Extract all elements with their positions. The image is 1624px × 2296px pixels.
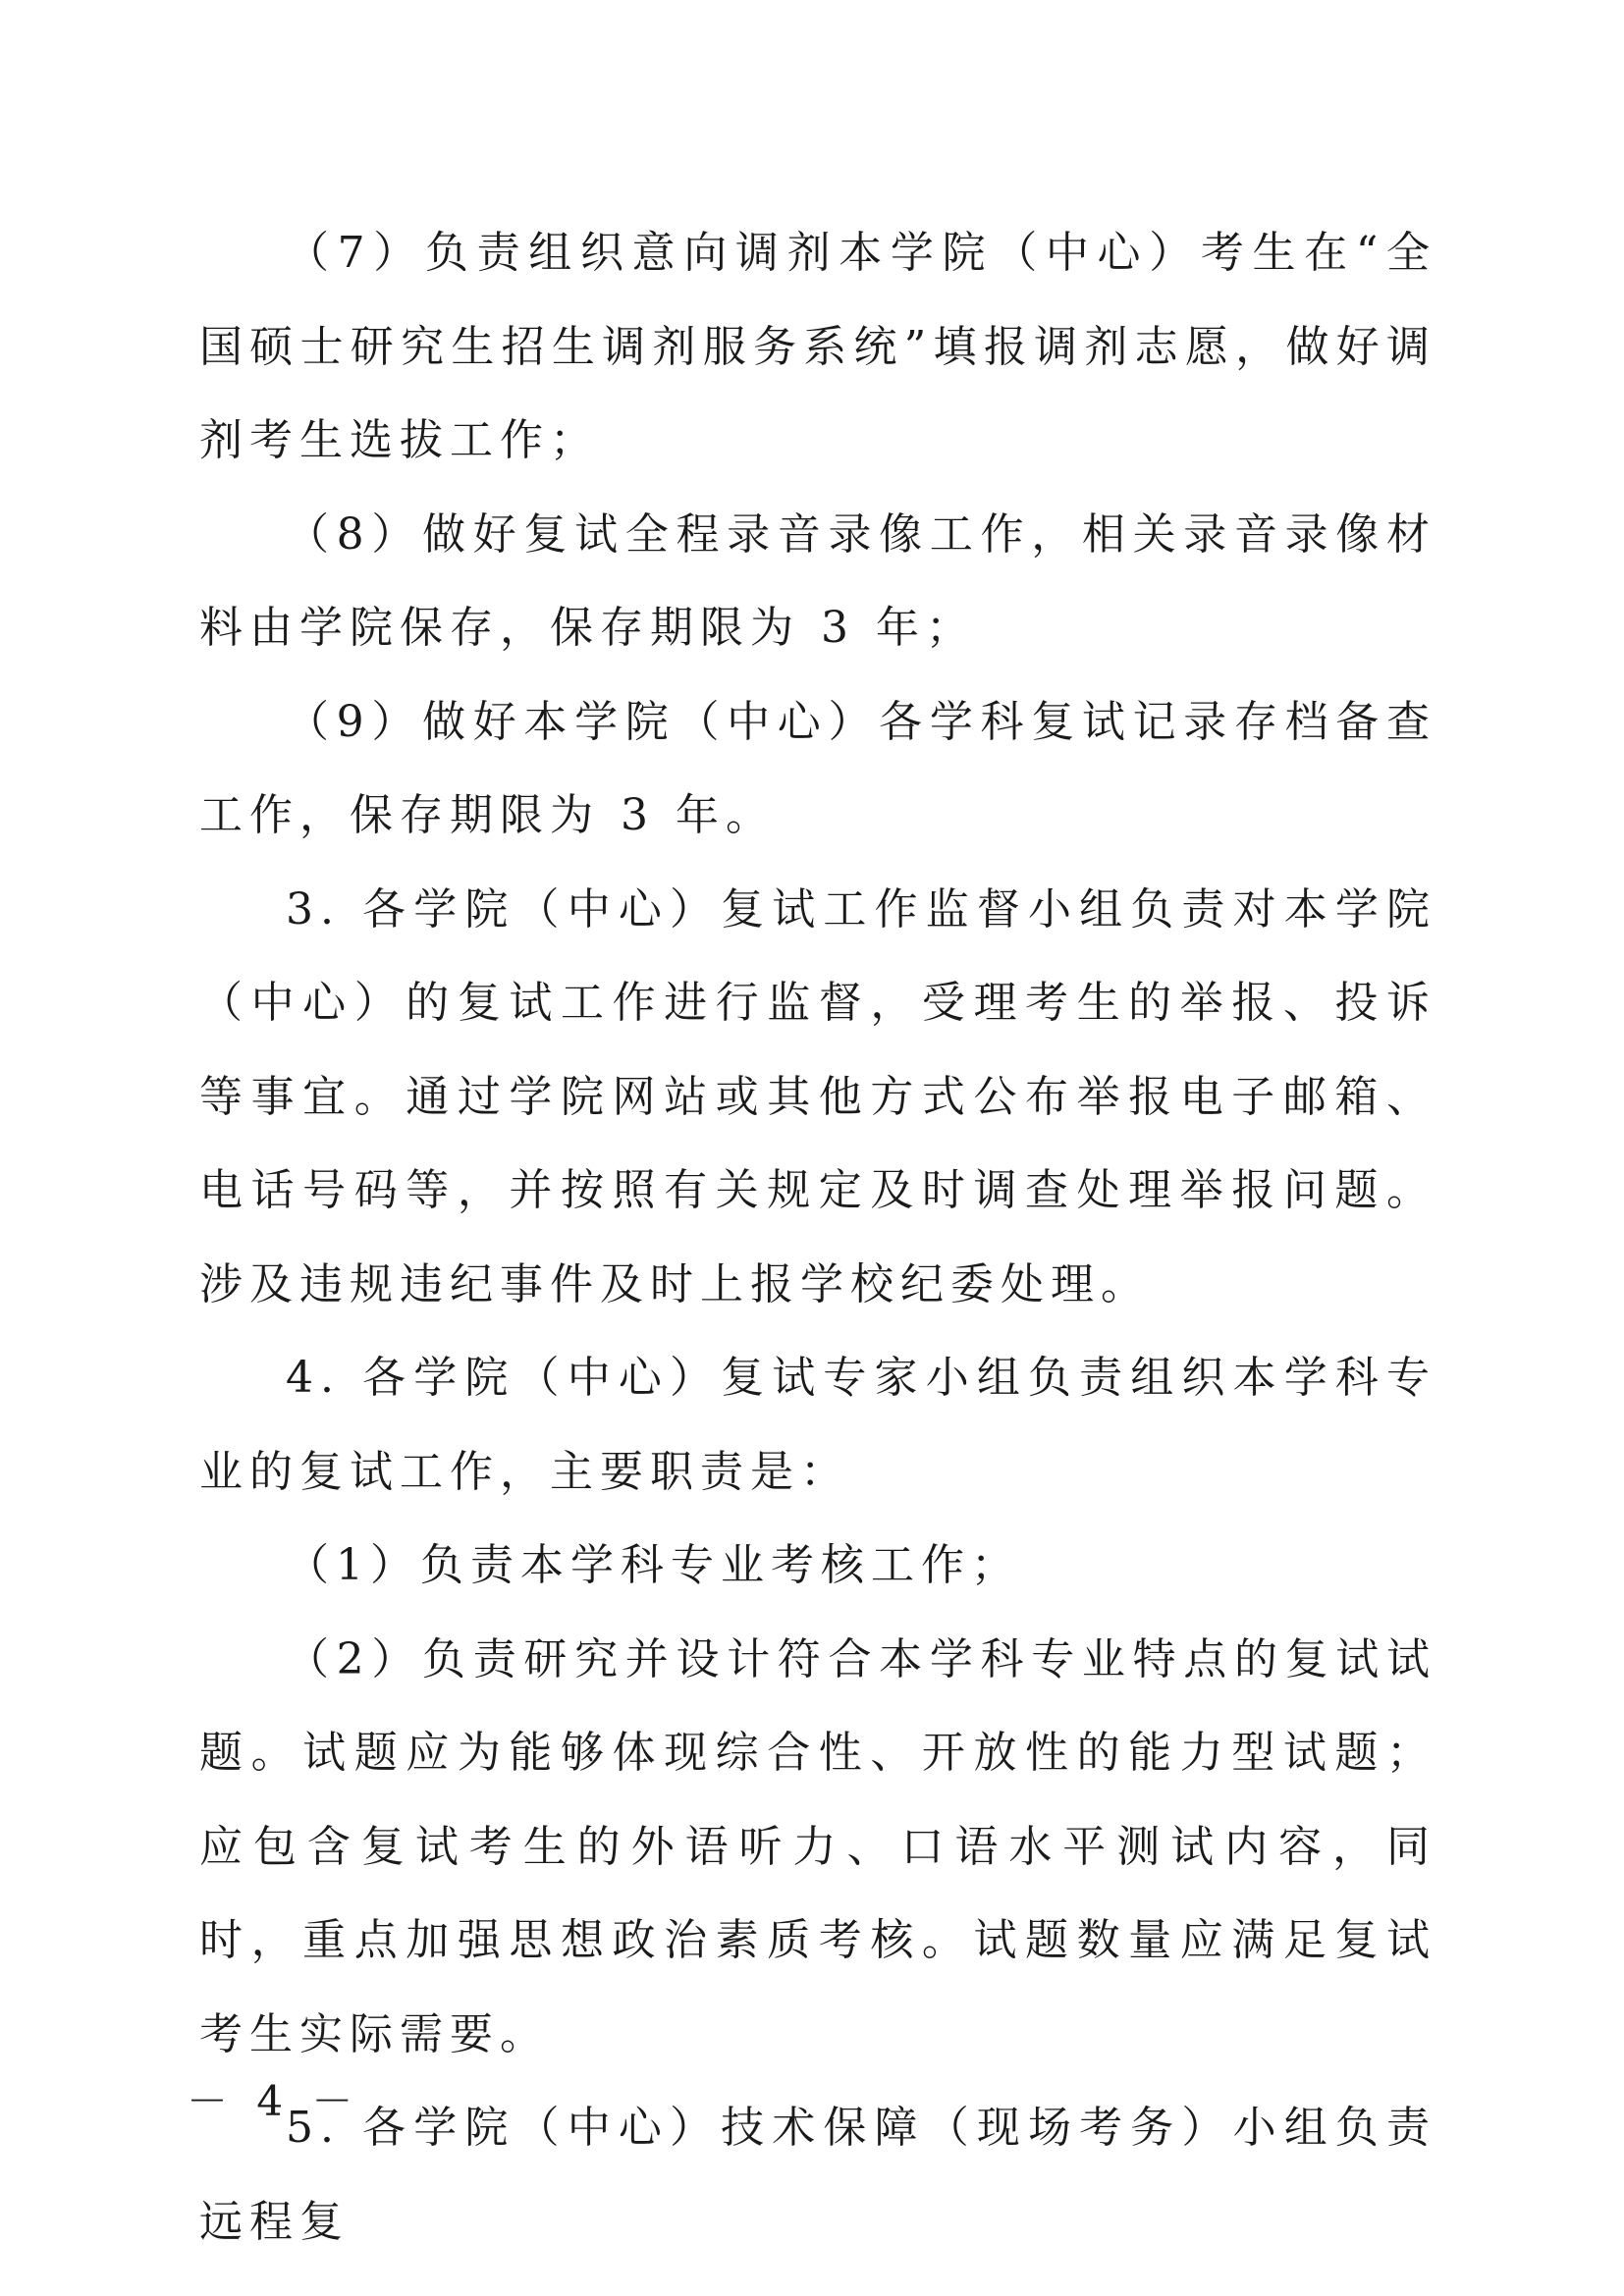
page-number: － 4 －: [187, 2077, 361, 2125]
paragraph-expert-duty-1: （1）负责本学科专业考核工作；: [286, 1540, 1021, 1590]
paragraph-3-supervision-group: 3. 各学院（中心）复试工作监督小组负责对本学院（中心）的复试工作进行监督，受理考生的举报、投诉等事宜。通过学院网站或其他方式公布举报电子邮箱、电话号码等，并按照有关规定及时调查处理举报问题。涉及违规违纪事件及时上报学校纪委处理。: [199, 883, 1436, 1309]
document-body: [199, 206, 1436, 2269]
paragraph-8-recording-duties: （8）做好复试全程录音录像工作，相关录音录像材料由学院保存，保存期限为 3 年；: [199, 508, 1436, 653]
paragraph-5-technical-group: 5. 各学院（中心）技术保障（现场考务）小组负责远程复: [199, 2103, 1436, 2247]
paragraph-9-archive-duties: （9）做好本学院（中心）各学科复试记录存档备查工作，保存期限为 3 年。: [199, 696, 1436, 840]
paragraph-7-adjustment-duties: （7）负责组织意向调剂本学院（中心）考生在“全国硕士研究生招生调剂服务系统”填报调剂志愿，做好调剂考生选拔工作；: [199, 228, 1436, 465]
paragraph-expert-duty-2: （2）负责研究并设计符合本学科专业特点的复试试题。试题应为能够体现综合性、开放性的能力型试题；应包含复试考生的外语听力、口语水平测试内容，同时，重点加强思想政治素质考核。试题数量应满足复试考生实际需要。: [199, 1633, 1436, 2059]
paragraph-4-expert-group: 4. 各学院（中心）复试专家小组负责组织本学科专业的复试工作，主要职责是：: [199, 1353, 1436, 1497]
